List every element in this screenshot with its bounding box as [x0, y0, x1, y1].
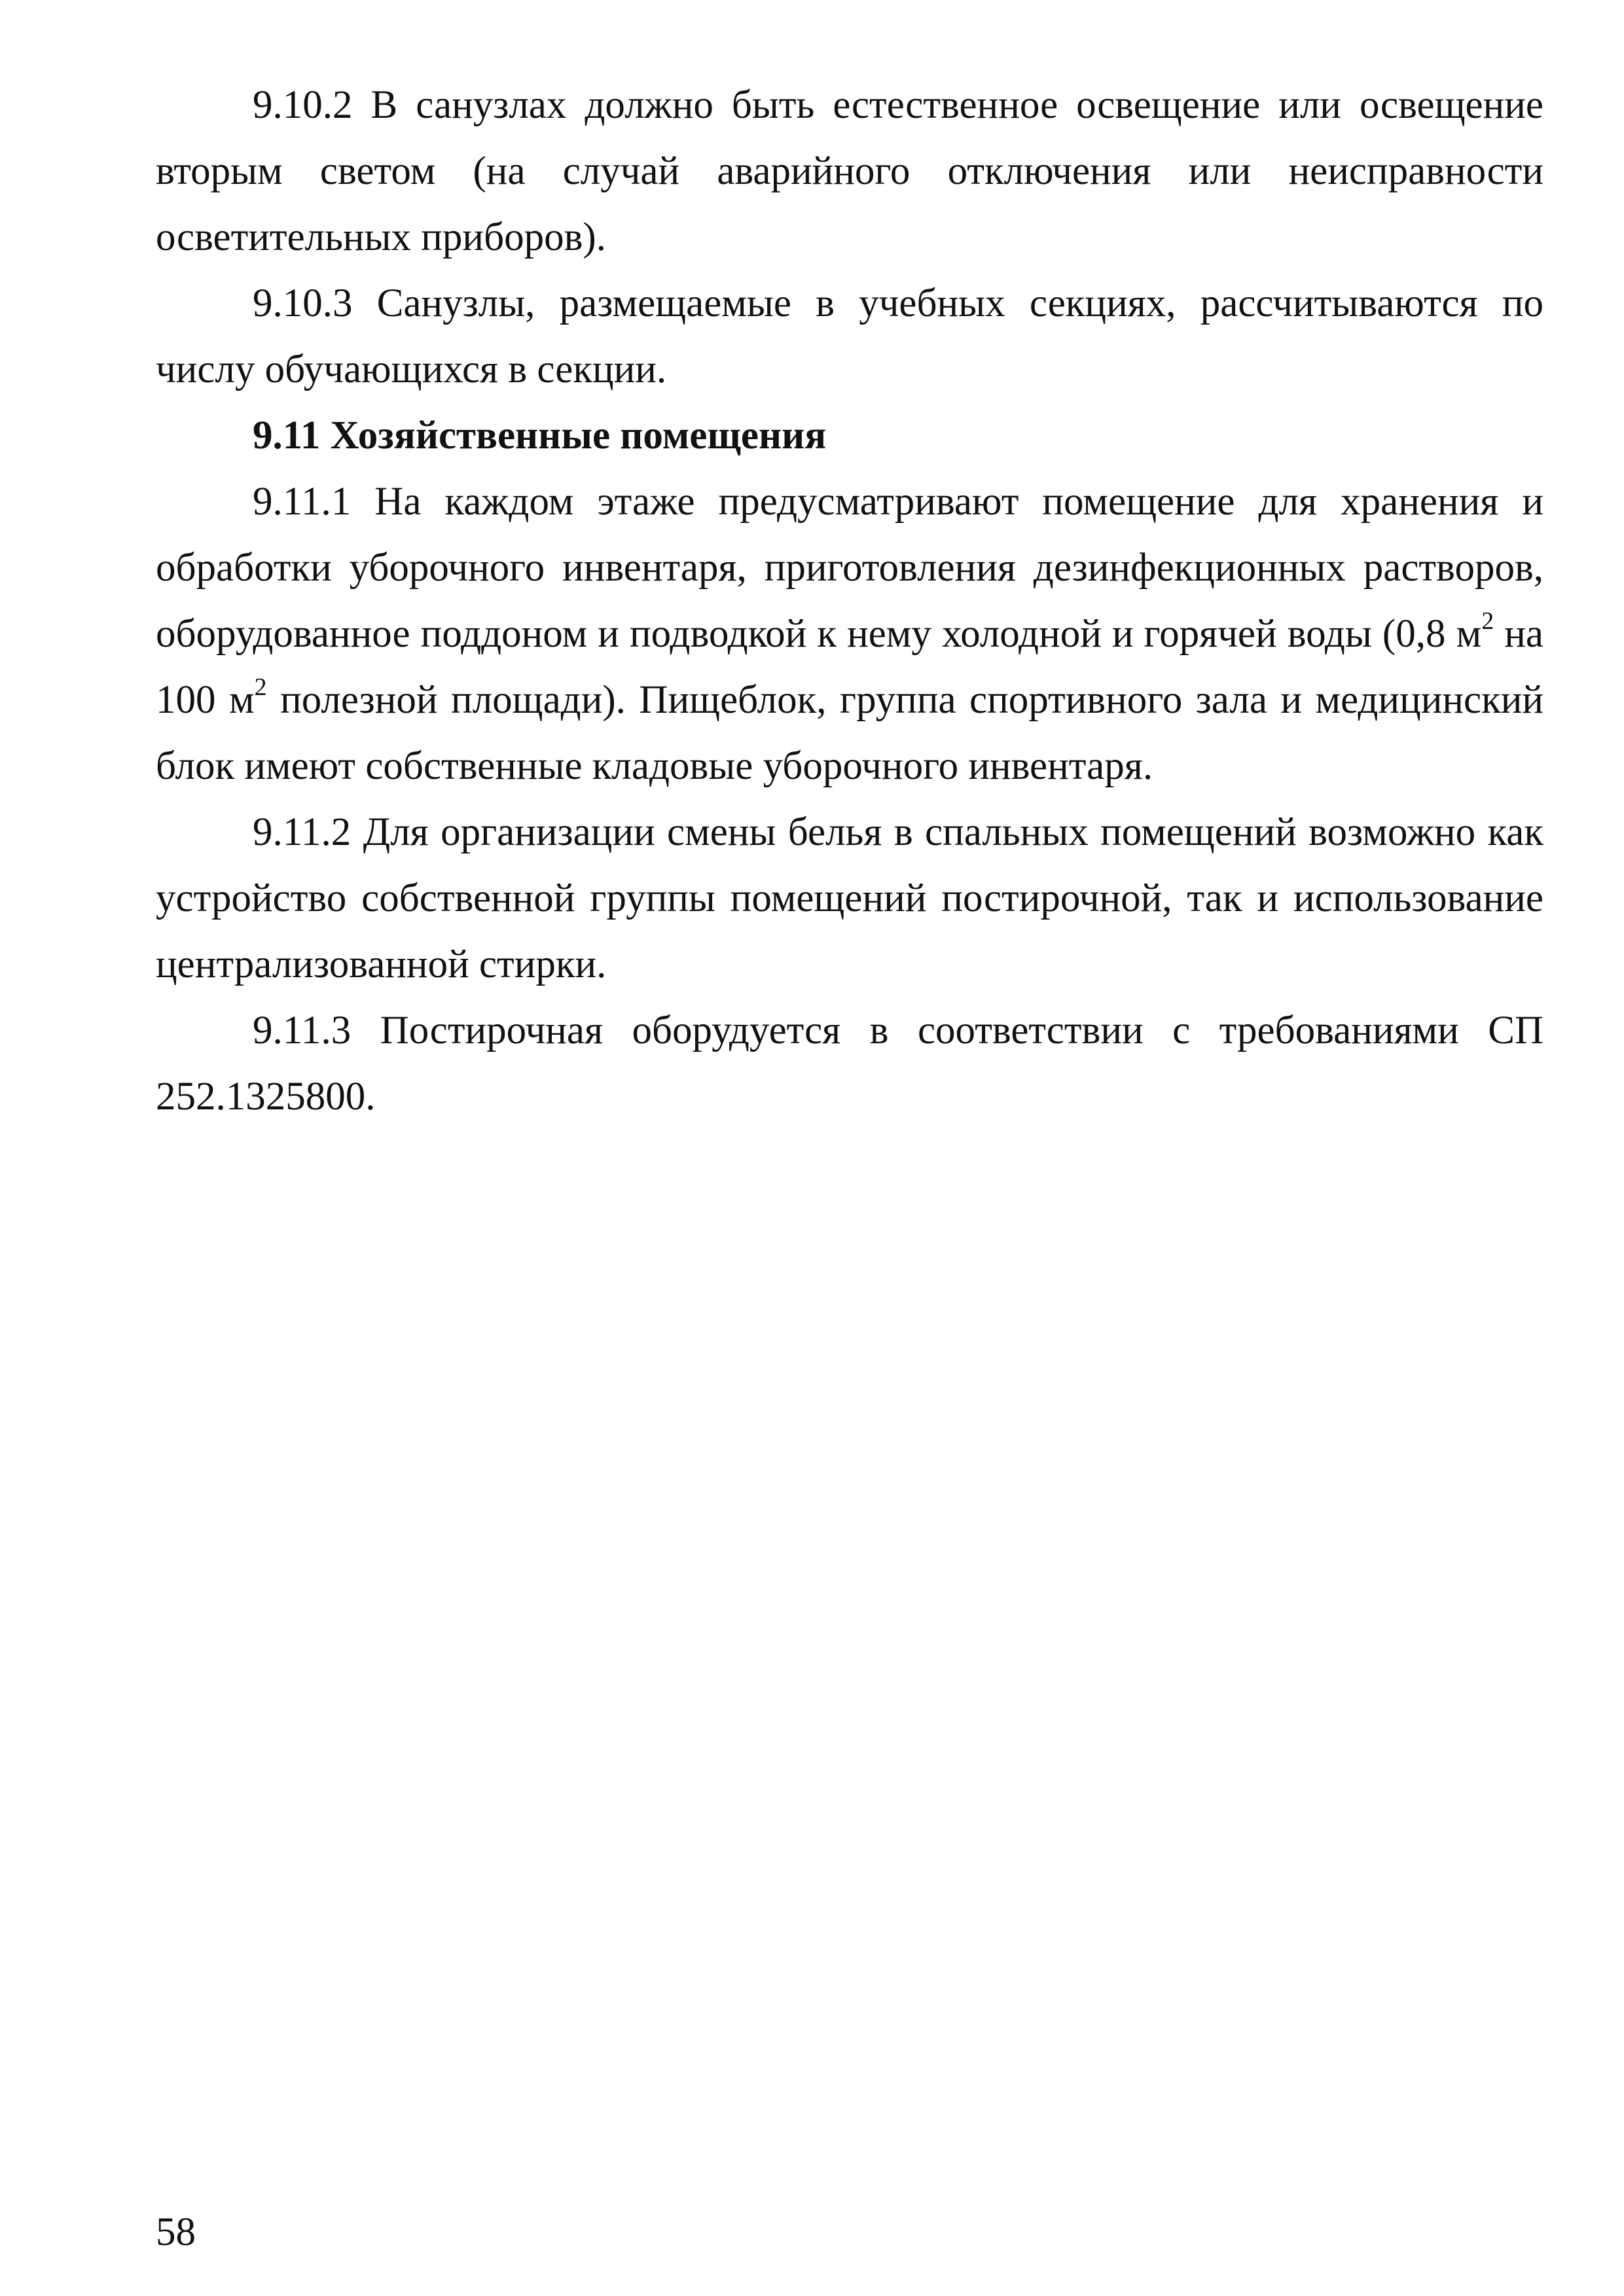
page-number: 58 — [156, 2210, 196, 2254]
paragraph-9-11-1-part3: полезной площади). Пищеблок, группа спортивного зала и медицинский блок имеют собственные кладовые уборочного инвентаря. — [156, 678, 1543, 788]
paragraph-9-11-1-part1: 9.11.1 На каждом этаже предусматривают помещение для хранения и обработки уборочного инвентаря, приготовления дезинфекционных растворов, оборудованное поддоном и подводкой к нему холодной и горячей воды (0,8 м — [156, 480, 1543, 656]
paragraph-9-10-3: 9.10.3 Санузлы, размещаемые в учебных секциях, рассчитываются по числу обучающихся в секции. — [156, 281, 1543, 391]
section-heading-9-11 — [156, 403, 1543, 469]
paragraph-9-10-2: 9.10.2 В санузлах должно быть естественное освещение или освещение вторым светом (на случай аварийного отключения или неисправности осветительных приборов). — [156, 83, 1543, 259]
paragraph-9-11-3: 9.11.3 Постирочная оборудуется в соответствии с требованиями СП 252.1325800. — [156, 1009, 1543, 1119]
paragraph-9-11-1-part2: на 100 м — [156, 612, 1543, 722]
section-heading-text: 9.11 Хозяйственные помещения — [253, 414, 827, 457]
paragraph-9-11-1 — [156, 469, 1543, 799]
superscript-area-unit-2: 2 — [254, 673, 267, 701]
document-page — [156, 72, 1543, 1130]
superscript-area-unit: 2 — [1481, 607, 1494, 635]
paragraph-9-11-2: 9.11.2 Для организации смены белья в спальных помещений возможно как устройство собственной группы помещений постирочной, так и использование централизованной стирки. — [156, 810, 1543, 986]
